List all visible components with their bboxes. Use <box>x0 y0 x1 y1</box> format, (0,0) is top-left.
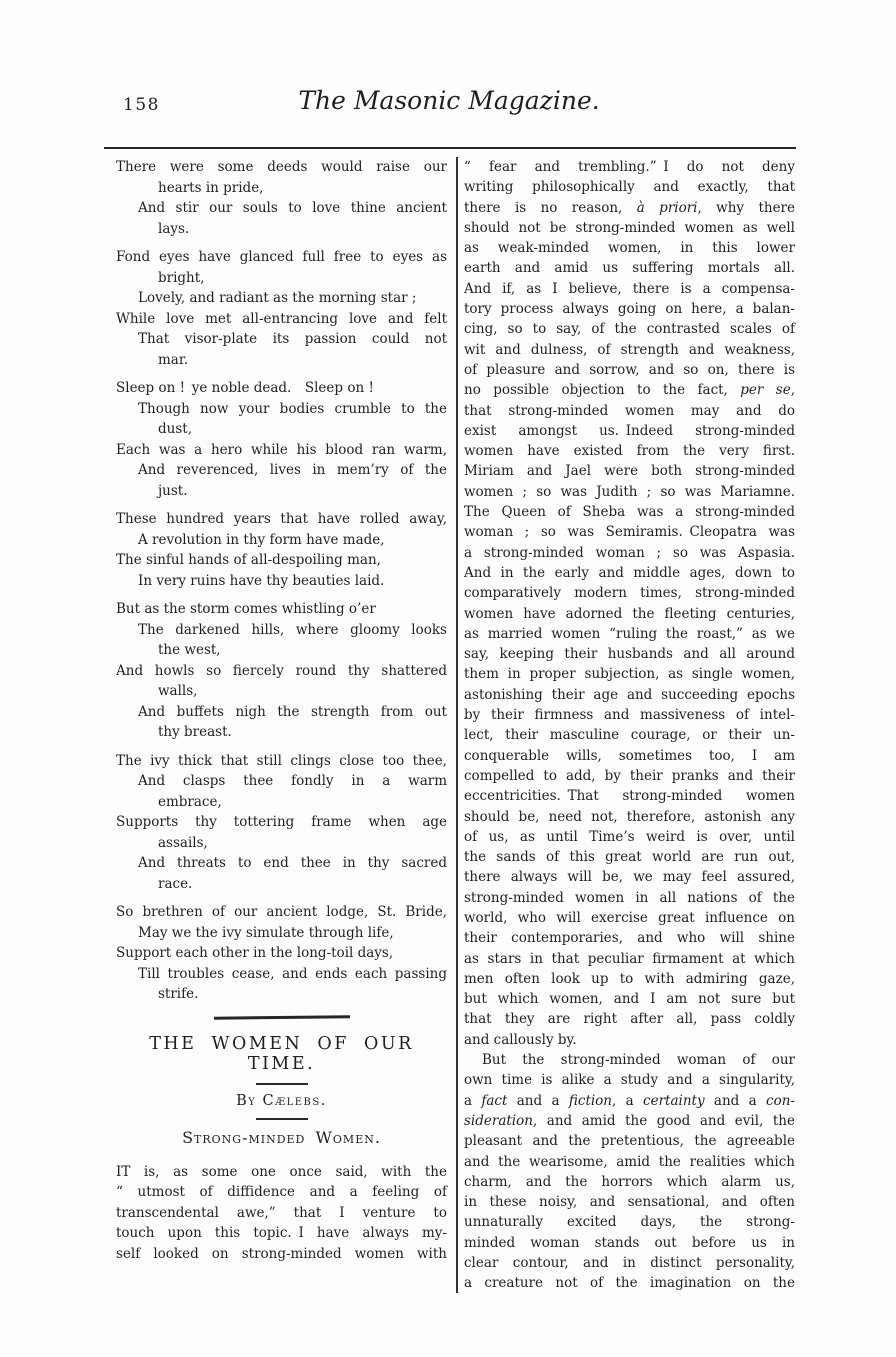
prose-line: unnaturally excited days, the strong- <box>464 1214 795 1231</box>
prose-line: there always will be, we may feel assured, <box>464 869 795 886</box>
poem-line: just. <box>158 482 188 499</box>
prose-line: compelled to add, by their pranks and their <box>464 767 795 784</box>
poem-line: lays. <box>158 220 190 237</box>
poem-line: That visor-plate its passion could not <box>138 331 447 347</box>
poem-line: And reverenced, lives in mem’ry of the <box>138 462 447 478</box>
prose-paragraph <box>464 1050 795 1294</box>
left-column <box>116 157 447 1264</box>
poem-line: hearts in pride, <box>158 179 264 196</box>
poem-line: Supports thy tottering frame when age <box>116 814 447 830</box>
prose-line: sideration, and amid the good and evil, the <box>464 1112 795 1129</box>
article-subheading: Strong-minded Women. <box>182 1127 381 1147</box>
prose-line: there is no reason, à priori, why there <box>464 199 796 216</box>
poem-stanza <box>116 157 447 239</box>
poem-stanza <box>116 378 447 501</box>
prose-line: of us, as until Time’s weird is over, until <box>464 828 795 845</box>
prose-line: minded woman stands out before us in <box>464 1234 795 1251</box>
poem-line: And buffets nigh the strength from out <box>138 703 447 720</box>
poem-line: Support each other in the long-toil days, <box>116 945 394 961</box>
prose-line: conquerable wills, sometimes too, I am <box>464 747 795 764</box>
prose-line: a creature not of the imagination on the <box>464 1275 795 1292</box>
poem-line: Fond eyes have glanced full free to eyes as <box>116 249 447 265</box>
prose-line: women have adorned the fleeting centuries, <box>464 605 795 622</box>
prose-line: a strong-minded woman ; so was Aspasia. <box>464 544 795 561</box>
prose-line: world, who will exercise great influence on <box>464 909 795 926</box>
prose-line: as married women “ruling the roast,” as we <box>464 625 795 642</box>
prose-line: “ fear and trembling.” I do not deny <box>464 159 795 175</box>
poem-line: Each was a hero while his blood ran warm, <box>116 441 447 458</box>
prose-line: their contemporaries, and who will shine <box>464 930 795 947</box>
prose-line: should be, need not, therefore, astonish any <box>464 808 795 825</box>
poem-line: While love met all-entrancing love and felt <box>116 310 447 327</box>
prose-line: And if, as I believe, there is a compensa- <box>464 280 795 297</box>
prose-line: that they are right after all, pass coldly <box>464 1011 795 1028</box>
prose-line: by their firmness and massiveness of intel- <box>464 707 795 724</box>
running-title: The Masonic Magazine. <box>298 86 600 115</box>
poem <box>116 157 447 1005</box>
poem-line: mar. <box>158 351 189 368</box>
poem-line: A revolution in thy form have made, <box>138 531 385 548</box>
prose-line: them in proper subjection, as single women, <box>464 666 795 683</box>
prose-line: pleasant and the pretentious, the agreeable <box>464 1133 795 1150</box>
poem-line: assails, <box>158 834 208 851</box>
prose-line: of pleasure and sorrow, and so on, there is <box>464 361 795 378</box>
header-rule <box>104 147 796 149</box>
prose-line: touch upon this topic. I have always my- <box>116 1225 447 1241</box>
article-byline: By Cælebs. <box>236 1092 327 1109</box>
poem-line: And clasps thee fondly in a warm <box>138 773 447 789</box>
poem-line: thy breast. <box>158 724 232 740</box>
poem-line: So brethren of our ancient lodge, St. Bride, <box>116 904 447 920</box>
prose-line: own time is alike a study and a singularity, <box>464 1072 795 1089</box>
prose-line: cing, so to say, of the contrasted scales of <box>464 321 795 338</box>
prose-line: no possible objection to the fact, per se, <box>464 382 795 399</box>
poem-line: dust, <box>158 421 192 437</box>
prose-line: tory process always going on here, a balan- <box>464 301 795 318</box>
prose-line: as weak-minded women, in this lower <box>464 240 795 257</box>
poem-line: The ivy thick that still clings close too thee, <box>116 752 447 769</box>
prose-line: wit and dulness, of strength and weakness, <box>464 341 795 358</box>
prose-line: the sands of this great world are run out, <box>464 849 795 866</box>
prose-line: say, keeping their husbands and all around <box>464 646 795 663</box>
poem-line: But as the storm comes whistling o’er <box>116 601 376 617</box>
prose-line: lect, their masculine courage, or their un- <box>464 727 795 744</box>
poem-stanza <box>116 902 447 1005</box>
prose-line: charm, and the horrors which alarm us, <box>464 1173 795 1190</box>
poem-line: The darkened hills, where gloomy looks <box>138 621 447 638</box>
poem-line: There were some deeds would raise our <box>116 159 447 175</box>
prose-line: The Queen of Sheba was a strong-minded <box>464 504 795 521</box>
subheading-separator-rule <box>256 1118 308 1120</box>
prose-line: women ; so was Judith ; so was Mariamne. <box>464 483 795 500</box>
prose-line: astonishing their age and succeeding epochs <box>464 686 795 703</box>
prose-line: but which women, and I am not sure but <box>464 991 795 1008</box>
poem-line: Lovely, and radiant as the morning star ; <box>138 290 417 306</box>
prose-line: exist amongst us. Indeed strong-minded <box>464 422 795 439</box>
prose-line: Miriam and Jael were both strong-minded <box>464 463 795 480</box>
byline-separator-rule <box>256 1083 308 1085</box>
prose-line: women have existed from the very first. <box>464 443 795 460</box>
prose-line: strong-minded women in all nations of the <box>464 889 795 906</box>
poem-line: And stir our souls to love thine ancient <box>138 200 447 216</box>
prose-line: “ utmost of diffidence and a feeling of <box>116 1184 447 1200</box>
prose-line: that strong-minded women may and do <box>464 402 795 419</box>
prose-line: self looked on strong-minded women with <box>116 1245 447 1262</box>
poem-line: And howls so fiercely round thy shattered <box>116 662 447 679</box>
poem-line: These hundred years that have rolled away, <box>116 511 447 527</box>
prose-line: in these noisy, and sensational, and often <box>464 1194 795 1211</box>
poem-line: walls, <box>158 683 198 699</box>
prose-line: woman ; so was Semiramis. Cleopatra was <box>464 524 795 541</box>
prose-line: should not be strong-minded women as well <box>464 219 795 236</box>
prose-line: and the wearisome, amid the realities which <box>464 1153 795 1170</box>
article-title: THE WOMEN OF OUR TIME. <box>149 1033 414 1074</box>
prose-line: as stars in that peculiar firmament at which <box>464 950 795 967</box>
poem-line: In very ruins have thy beauties laid. <box>138 572 385 589</box>
page-number: 158 <box>123 95 160 115</box>
poem-stanza <box>116 599 447 743</box>
poem-line: Till troubles cease, and ends each passing <box>138 965 447 982</box>
poem-line: bright, <box>158 269 205 286</box>
prose-line: writing philosophically and exactly, that <box>464 179 795 196</box>
poem-line: race. <box>158 875 193 892</box>
poem-line: Sleep on ! ye noble dead. Sleep on ! <box>116 380 374 396</box>
prose-line: and callously by. <box>464 1031 577 1048</box>
column-divider-rule <box>456 157 458 1293</box>
prose-line: a fact and a fiction, a certainty and a con- <box>464 1092 795 1109</box>
poem-stanza <box>116 247 447 370</box>
prose-line: transcendental awe,” that I venture to <box>116 1204 447 1221</box>
poem-line: May we the ivy simulate through life, <box>138 924 394 941</box>
poem-line: strife. <box>158 986 199 1002</box>
prose-line: comparatively modern times, strong-minded <box>464 585 795 602</box>
poem-line: Though now your bodies crumble to the <box>138 400 447 417</box>
poem-stanza <box>116 751 447 895</box>
poem-line: the west, <box>158 642 221 658</box>
prose-line: But the strong-minded woman of our <box>482 1052 795 1069</box>
right-column <box>464 157 795 1294</box>
poem-line: embrace, <box>158 793 222 810</box>
prose-line: And in the early and middle ages, down to <box>464 564 795 581</box>
prose-line: men often look up to with admiring gaze, <box>464 970 795 987</box>
prose-line: earth and amid us suffering mortals all. <box>464 260 795 277</box>
poem-line: The sinful hands of all-despoiling man, <box>116 552 381 568</box>
section-separator-rule <box>213 1015 349 1019</box>
poem-line: And threats to end thee in thy sacred <box>138 855 447 871</box>
poem-stanza <box>116 509 447 591</box>
prose-line: eccentricities. That strong-minded women <box>464 788 795 805</box>
prose-paragraph <box>464 157 795 1050</box>
article-lead-paragraph <box>116 1162 447 1265</box>
prose-line: IT is, as some one once said, with the <box>116 1163 447 1180</box>
prose-line: clear contour, and in distinct personality, <box>464 1255 795 1272</box>
